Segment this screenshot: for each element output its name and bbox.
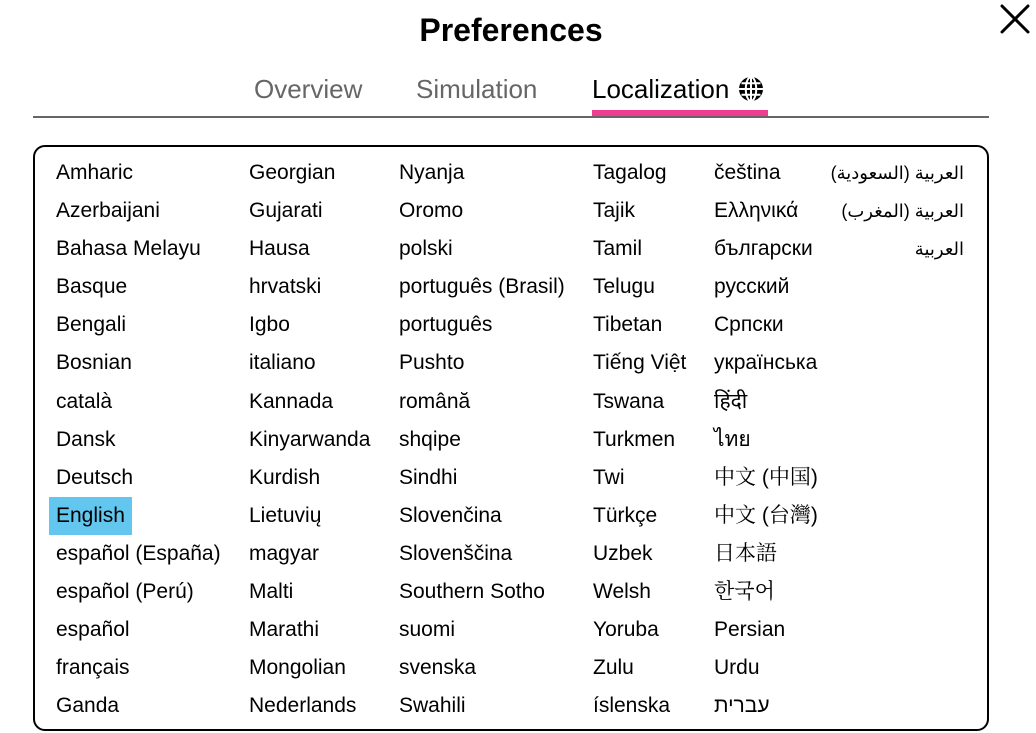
language-item[interactable]: Persian [714, 618, 786, 642]
language-item[interactable]: Zulu [593, 656, 634, 680]
language-item[interactable]: עברית [714, 694, 770, 718]
language-item[interactable]: 中文 (台灣) [714, 503, 818, 527]
language-item[interactable]: Tibetan [593, 313, 663, 337]
language-item[interactable]: العربية (السعودية) [830, 163, 964, 183]
language-item[interactable]: íslenska [593, 694, 671, 718]
tab-overview[interactable] [254, 70, 362, 108]
language-item[interactable]: 中文 (中国) [714, 465, 818, 489]
language-item[interactable]: Nederlands [249, 694, 357, 718]
language-item[interactable]: Nyanja [399, 161, 465, 184]
language-item[interactable]: Sindhi [399, 465, 458, 489]
tab-localization-label: Localization [592, 74, 730, 104]
language-item[interactable]: Deutsch [56, 465, 134, 489]
language-item[interactable]: español (España) [56, 541, 221, 565]
language-item[interactable]: Mongolian [249, 656, 346, 680]
language-item[interactable]: Twi [593, 465, 625, 489]
language-item[interactable]: français [56, 656, 130, 680]
language-item[interactable]: Basque [56, 275, 128, 299]
language-item[interactable]: svenska [399, 656, 477, 680]
close-icon [998, 2, 1032, 36]
language-item[interactable]: español [56, 618, 130, 642]
language-item[interactable]: português (Brasil) [399, 275, 565, 299]
language-item[interactable]: български [714, 237, 813, 261]
language-item[interactable]: Tajik [593, 199, 636, 223]
language-column-2 [249, 154, 377, 725]
close-button[interactable] [998, 2, 1032, 36]
language-column-1 [56, 154, 228, 725]
language-item[interactable]: Dansk [56, 427, 116, 451]
language-item[interactable]: Marathi [249, 618, 320, 642]
tab-localization[interactable] [592, 70, 765, 108]
language-item[interactable]: Bahasa Melayu [56, 237, 201, 261]
language-item[interactable]: Amharic [56, 161, 134, 184]
language-item[interactable]: Urdu [714, 656, 760, 680]
language-item[interactable]: Kurdish [249, 465, 321, 489]
language-column-6 [830, 154, 971, 268]
language-item[interactable]: Georgian [249, 161, 336, 184]
language-item[interactable]: Gujarati [249, 199, 323, 223]
language-item[interactable]: magyar [249, 541, 320, 565]
language-item[interactable]: 한국어 [714, 580, 775, 604]
language-item[interactable]: Telugu [593, 275, 655, 299]
language-item[interactable]: Swahili [399, 694, 466, 718]
tab-simulation[interactable] [416, 70, 537, 108]
language-item[interactable]: हिंदी [714, 389, 748, 413]
language-item[interactable]: Hausa [249, 237, 310, 261]
language-item[interactable]: Ganda [56, 694, 120, 718]
language-item[interactable]: Welsh [593, 580, 651, 604]
language-item[interactable]: hrvatski [249, 275, 322, 299]
language-item[interactable]: Tamil [593, 237, 643, 261]
language-item-selected[interactable]: English [49, 497, 132, 535]
language-item[interactable]: Yoruba [593, 618, 659, 642]
language-column-5 [714, 154, 825, 725]
language-item[interactable]: Kannada [249, 389, 334, 413]
language-item[interactable]: Slovenščina [399, 541, 513, 565]
language-item[interactable]: Uzbek [593, 541, 653, 565]
language-item[interactable]: Pushto [399, 351, 465, 375]
language-column-4 [593, 154, 693, 725]
language-item[interactable]: español (Perú) [56, 580, 194, 604]
tab-simulation-label: Simulation [416, 74, 538, 104]
language-item[interactable]: Tagalog [593, 161, 667, 184]
language-item[interactable]: русский [714, 275, 790, 299]
language-item[interactable]: Kinyarwanda [249, 427, 371, 451]
language-item[interactable]: Azerbaijani [56, 199, 160, 223]
language-item[interactable]: українська [714, 351, 818, 375]
language-list [33, 145, 989, 731]
language-item[interactable]: Malti [249, 580, 294, 604]
language-item[interactable]: Српски [714, 313, 784, 337]
language-item[interactable]: Bengali [56, 313, 127, 337]
language-item[interactable]: Ελληνικά [714, 199, 799, 223]
language-item[interactable]: Oromo [399, 199, 464, 223]
language-item[interactable]: română [399, 389, 471, 413]
language-item[interactable]: 日本語 [714, 541, 777, 565]
language-item[interactable]: shqipe [399, 427, 461, 451]
tabs-divider [33, 116, 989, 118]
dialog-title: Preferences [419, 12, 603, 48]
language-item[interactable]: Türkçe [593, 503, 658, 527]
language-item[interactable]: Tiếng Việt [593, 351, 687, 375]
language-item[interactable]: Bosnian [56, 351, 132, 375]
language-item[interactable]: Igbo [249, 313, 290, 337]
language-item[interactable]: Southern Sotho [399, 580, 545, 604]
language-item[interactable]: čeština [714, 161, 781, 184]
language-item[interactable]: português [399, 313, 493, 337]
language-item[interactable]: Tswana [593, 389, 665, 413]
language-item[interactable]: Lietuvių [249, 503, 322, 527]
language-item[interactable]: suomi [399, 618, 456, 642]
language-item[interactable]: italiano [249, 351, 316, 375]
tab-overview-label: Overview [254, 74, 363, 104]
language-item[interactable]: català [56, 389, 113, 413]
language-item[interactable]: polski [399, 237, 453, 261]
tab-bar [0, 70, 1036, 118]
language-item[interactable]: العربية [914, 239, 964, 260]
language-item[interactable]: Turkmen [593, 427, 676, 451]
globe-icon [737, 75, 765, 103]
language-item[interactable]: ไทย [714, 427, 751, 451]
language-item[interactable]: Slovenčina [399, 503, 502, 527]
language-item[interactable]: العربية (المغرب) [841, 201, 964, 222]
language-column-3 [399, 154, 572, 725]
